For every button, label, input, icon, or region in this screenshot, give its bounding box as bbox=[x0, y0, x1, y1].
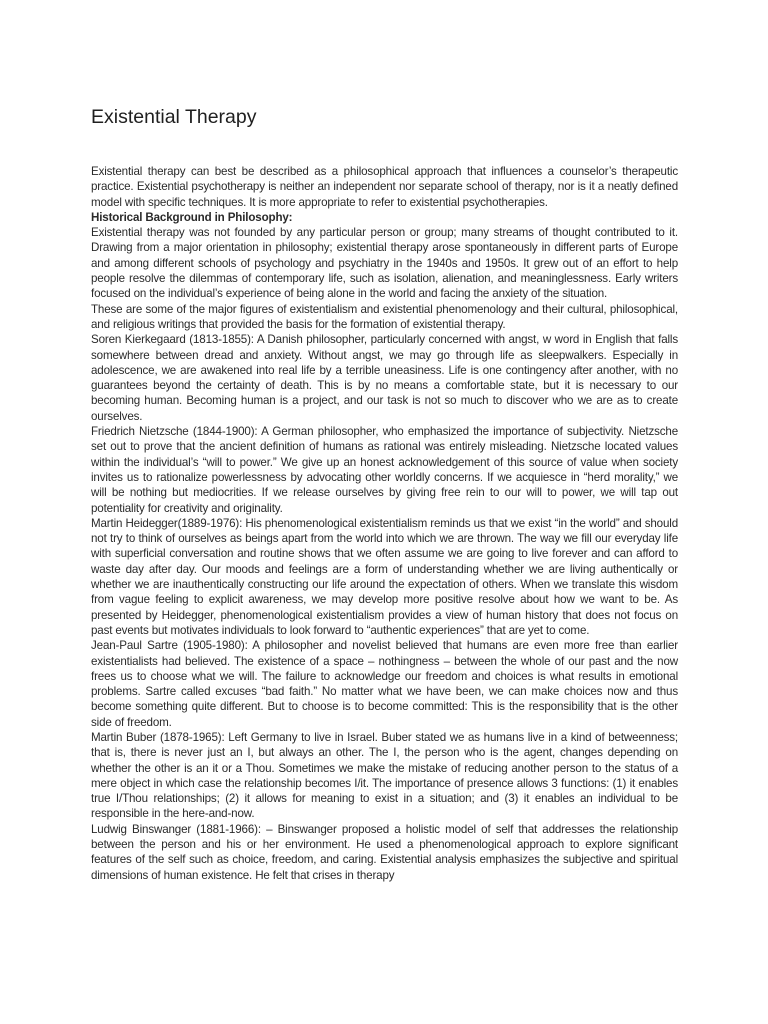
paragraph-heidegger: Martin Heidegger(1889-1976): His phenomenological existentialism reminds us that we exist “in the world” and should not try to think of ourselves as beings apart from the world into which we are thrown. The way we fill our everyday life with superficial conversation and routine shows that we often assume we are going to live forever and can afford to waste day after day. Our moods and feelings are a form of understanding whether we are living authentically or whether we are inauthentically constructing our life around the expectation of others. When we translate this wisdom from vague feeling to explicit awareness, we may develop more positive resolve about how we want to be. As presented by Heidegger, phenomenological existentialism provides a view of human history that does not focus on past events but motivates individuals to look forward to “authentic experiences” that are yet to come. bbox=[91, 516, 678, 637]
paragraph-kierkegaard: Soren Kierkegaard (1813-1855): A Danish philosopher, particularly concerned with angst, w word in English that falls somewhere between dread and anxiety. Without angst, we may go through life as sleepwalkers. Especially in adolescence, we are awakened into real life by a terrible uneasiness. Life is one contingency after another, with no guarantees beyond the certainty of death. This is by no means a comfortable state, but it is necessary to our becoming human. Becoming human is a project, and our task is not so much to discover who we are as to create ourselves. bbox=[91, 333, 678, 423]
document-body bbox=[91, 164, 678, 883]
paragraph-major-figures: These are some of the major figures of existentialism and existential phenomenology and their cultural, philosophical, and religious writings that provided the basis for the formation of existential therapy. bbox=[91, 302, 678, 331]
document-title: Existential Therapy bbox=[91, 106, 257, 128]
paragraph-history: Existential therapy was not founded by any particular person or group; many streams of thought contributed to it. Drawing from a major orientation in philosophy; existential therapy arose spontaneously in different parts of Europe and among different schools of psychology and psychiatry in the 1940s and 1950s. It grew out of an effort to help people resolve the dilemmas of contemporary life, such as isolation, alienation, and meaninglessness. Early writers focused on the individual’s experience of being alone in the world and facing the anxiety of the situation. bbox=[91, 226, 678, 301]
paragraph-buber: Martin Buber (1878-1965): Left Germany to live in Israel. Buber stated we as humans live in a kind of betweenness; that is, there is never just an I, but always an other. The I, the person who is the agent, changes depending on whether the other is an it or a Thou. Sometimes we make the mistake of reducing another person to the status of a mere object in which case the relationship becomes I/it. The importance of presence allows 3 functions: (1) it enables true I/Thou relationships; (2) it allows for meaning to exist in a situation; and (3) it enables an individual to be responsible in the here-and-now. bbox=[91, 730, 678, 821]
paragraph-nietzsche: Friedrich Nietzsche (1844-1900): A German philosopher, who emphasized the importance of subjectivity. Nietzsche set out to prove that the ancient definition of humans as rational was entirely misleading. Nietzsche located values within the individual’s “will to power.” We give up an honest acknowledgement of this source of value when society invites us to rationalize powerlessness by advocating other worldly concerns. If we acquiesce in “herd morality,” we will be nothing but mediocrities. If we release ourselves by giving free rein to our will to power, we will tap out potentiality for creativity and originality. bbox=[91, 425, 678, 515]
paragraph-intro: Existential therapy can best be described as a philosophical approach that influences a counselor’s therapeutic practice. Existential psychotherapy is neither an independent nor separate school of therapy, nor is it a neatly defined model with specific techniques. It is more appropriate to refer to existential psychotherapies. bbox=[91, 165, 678, 209]
paragraph-binswanger: Ludwig Binswanger (1881-1966): – Binswanger proposed a holistic model of self that addresses the relationship between the person and his or her environment. He used a phenomenological approach to explore significant features of the self such as choice, freedom, and caring. Existential analysis emphasizes the subjective and spiritual dimensions of human existence. He felt that crises in therapy bbox=[91, 822, 678, 882]
paragraph-sartre: Jean-Paul Sartre (1905-1980): A philosopher and novelist believed that humans are even more free than earlier existentialists had believed. The existence of a space – nothingness – between the whole of our past and the now frees us to choose what we will. The failure to acknowledge our freedom and choices is what results in emotional problems. Sartre called excuses “bad faith.” No matter what we have been, we can make choices now and thus become something quite different. But to choose is to become committed: This is the responsibility that is the other side of freedom. bbox=[91, 639, 678, 729]
section-heading-historical-background: Historical Background in Philosophy: bbox=[91, 210, 293, 224]
